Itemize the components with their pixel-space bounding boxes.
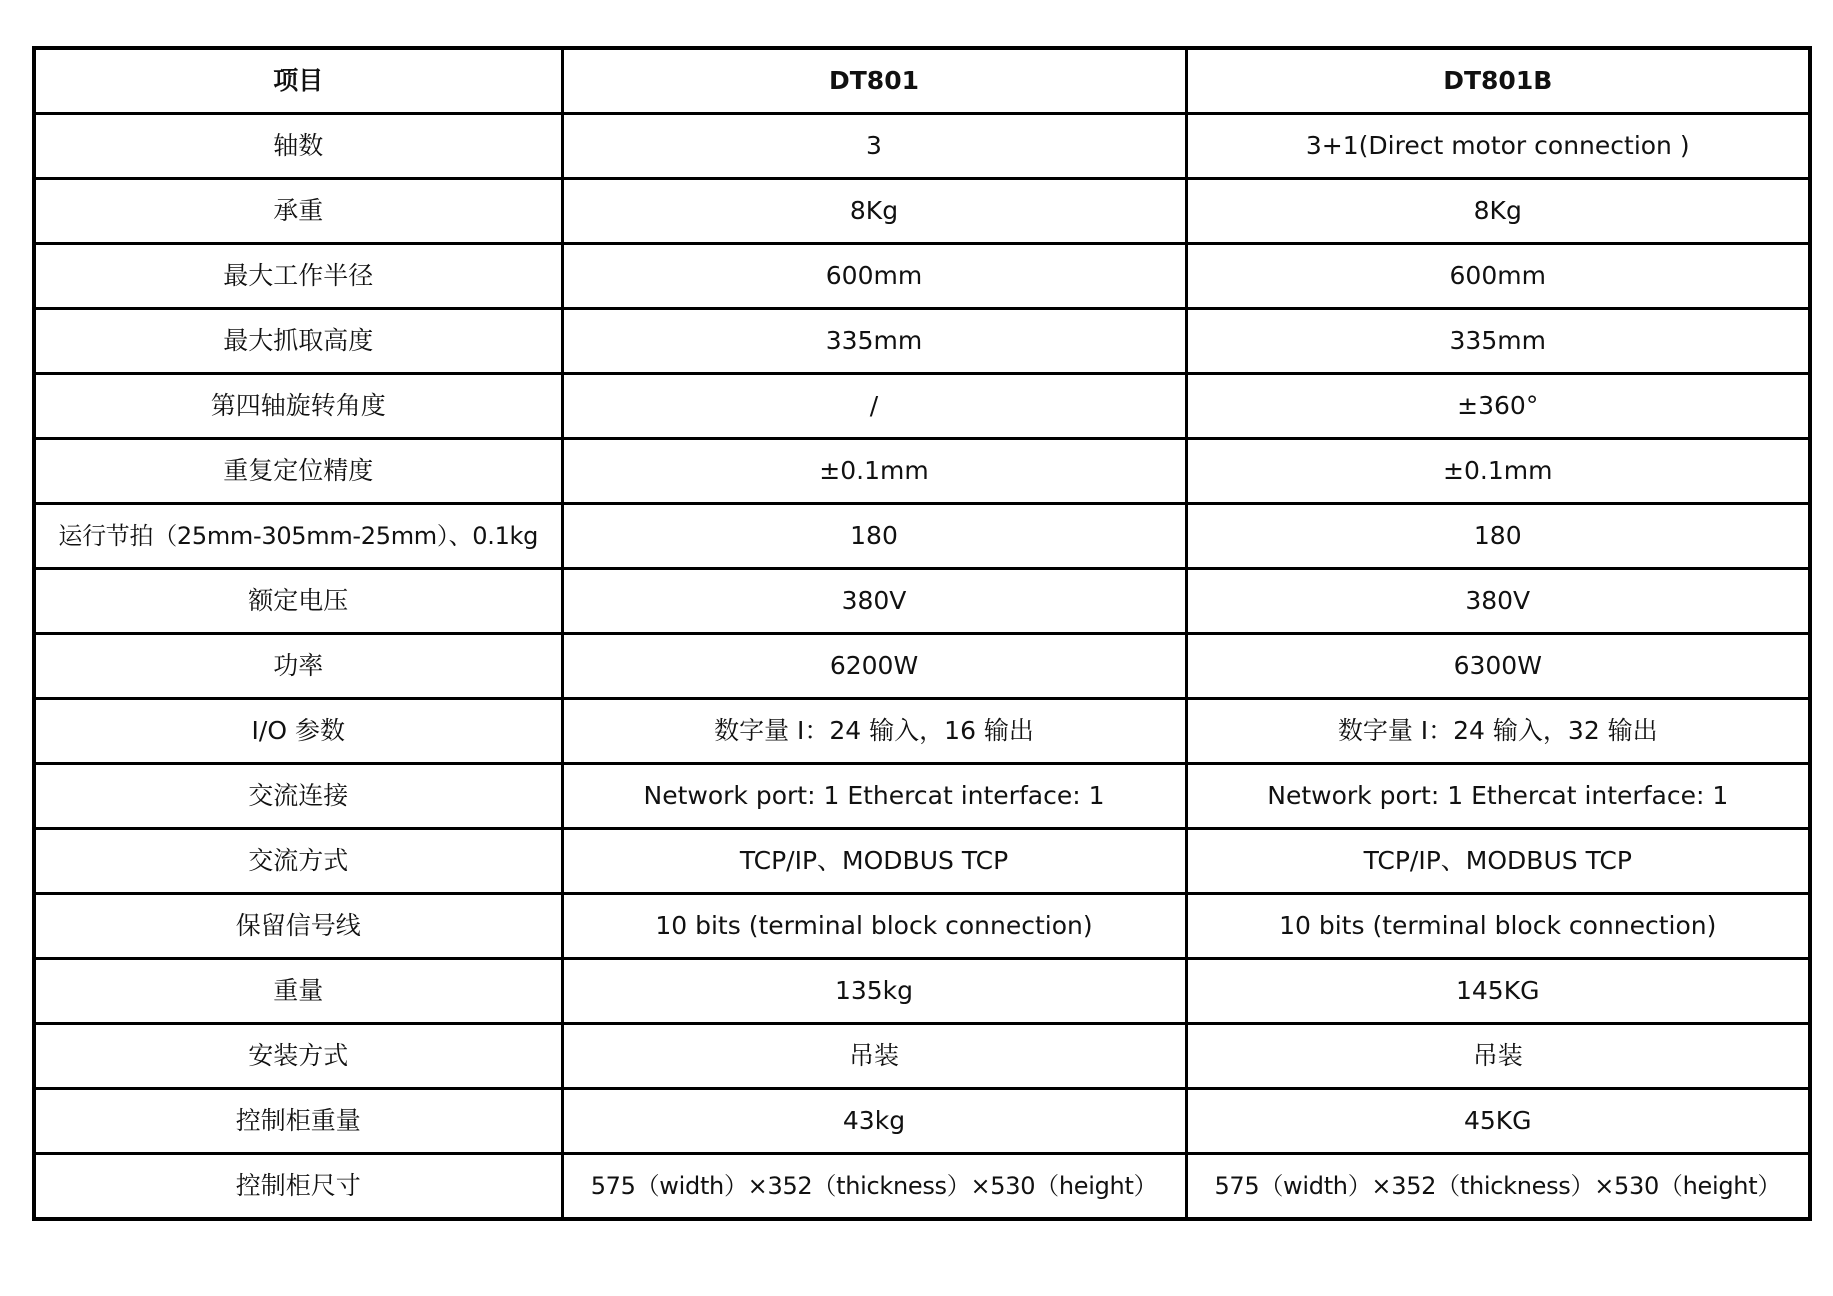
spec-table	[32, 46, 1812, 1221]
row-label: 最大工作半径	[34, 244, 562, 309]
row-label: 额定电压	[34, 569, 562, 634]
dt801-value: 335mm	[562, 309, 1186, 374]
table-row	[34, 1089, 1810, 1154]
table-row	[34, 634, 1810, 699]
table-row	[34, 959, 1810, 1024]
row-label: 保留信号线	[34, 894, 562, 959]
table-row	[34, 114, 1810, 179]
dt801-value: 180	[562, 504, 1186, 569]
dt801b-value: ±360°	[1186, 374, 1810, 439]
dt801-value: 8Kg	[562, 179, 1186, 244]
dt801b-value: TCP/IP、MODBUS TCP	[1186, 829, 1810, 894]
row-label: 功率	[34, 634, 562, 699]
dt801b-value: 数字量 I：24 输入，32 输出	[1186, 699, 1810, 764]
row-label: 最大抓取高度	[34, 309, 562, 374]
row-label: 重复定位精度	[34, 439, 562, 504]
dt801-value: ±0.1mm	[562, 439, 1186, 504]
header-dt801b: DT801B	[1186, 48, 1810, 114]
dt801-value: TCP/IP、MODBUS TCP	[562, 829, 1186, 894]
spec-table-header	[34, 48, 1810, 114]
row-label: 控制柜尺寸	[34, 1154, 562, 1220]
dt801b-value: ±0.1mm	[1186, 439, 1810, 504]
table-row	[34, 179, 1810, 244]
dt801b-value: 吊装	[1186, 1024, 1810, 1089]
dt801-value: 380V	[562, 569, 1186, 634]
table-row	[34, 829, 1810, 894]
table-row	[34, 764, 1810, 829]
row-label: I/O 参数	[34, 699, 562, 764]
table-row	[34, 439, 1810, 504]
dt801b-value: 145KG	[1186, 959, 1810, 1024]
table-row	[34, 244, 1810, 309]
dt801b-value: 600mm	[1186, 244, 1810, 309]
row-label: 承重	[34, 179, 562, 244]
dt801b-value: 180	[1186, 504, 1810, 569]
row-label: 运行节拍（25mm-305mm-25mm）、0.1kg	[34, 504, 562, 569]
dt801b-value: 380V	[1186, 569, 1810, 634]
table-row	[34, 374, 1810, 439]
dt801b-value: 575（width）×352（thickness）×530（height）	[1186, 1154, 1810, 1220]
dt801-value: 数字量 I：24 输入，16 输出	[562, 699, 1186, 764]
table-row	[34, 1154, 1810, 1220]
header-dt801: DT801	[562, 48, 1186, 114]
dt801-value: 600mm	[562, 244, 1186, 309]
table-row	[34, 699, 1810, 764]
dt801-value: Network port: 1 Ethercat interface: 1	[562, 764, 1186, 829]
dt801-value: /	[562, 374, 1186, 439]
dt801-value: 575（width）×352（thickness）×530（height）	[562, 1154, 1186, 1220]
dt801b-value: 335mm	[1186, 309, 1810, 374]
dt801-value: 135kg	[562, 959, 1186, 1024]
spec-table-body	[34, 114, 1810, 1220]
dt801b-value: 6300W	[1186, 634, 1810, 699]
header-row	[34, 48, 1810, 114]
dt801b-value: 8Kg	[1186, 179, 1810, 244]
dt801-value: 43kg	[562, 1089, 1186, 1154]
dt801-value: 吊装	[562, 1024, 1186, 1089]
table-row	[34, 569, 1810, 634]
row-label: 第四轴旋转角度	[34, 374, 562, 439]
dt801b-value: 45KG	[1186, 1089, 1810, 1154]
row-label: 交流方式	[34, 829, 562, 894]
dt801b-value: 3+1(Direct motor connection )	[1186, 114, 1810, 179]
dt801-value: 10 bits (terminal block connection)	[562, 894, 1186, 959]
row-label: 轴数	[34, 114, 562, 179]
table-row	[34, 504, 1810, 569]
dt801-value: 6200W	[562, 634, 1186, 699]
row-label: 控制柜重量	[34, 1089, 562, 1154]
header-item: 项目	[34, 48, 562, 114]
table-row	[34, 894, 1810, 959]
row-label: 交流连接	[34, 764, 562, 829]
table-row	[34, 309, 1810, 374]
row-label: 安装方式	[34, 1024, 562, 1089]
table-row	[34, 1024, 1810, 1089]
row-label: 重量	[34, 959, 562, 1024]
dt801-value: 3	[562, 114, 1186, 179]
dt801b-value: Network port: 1 Ethercat interface: 1	[1186, 764, 1810, 829]
dt801b-value: 10 bits (terminal block connection)	[1186, 894, 1810, 959]
